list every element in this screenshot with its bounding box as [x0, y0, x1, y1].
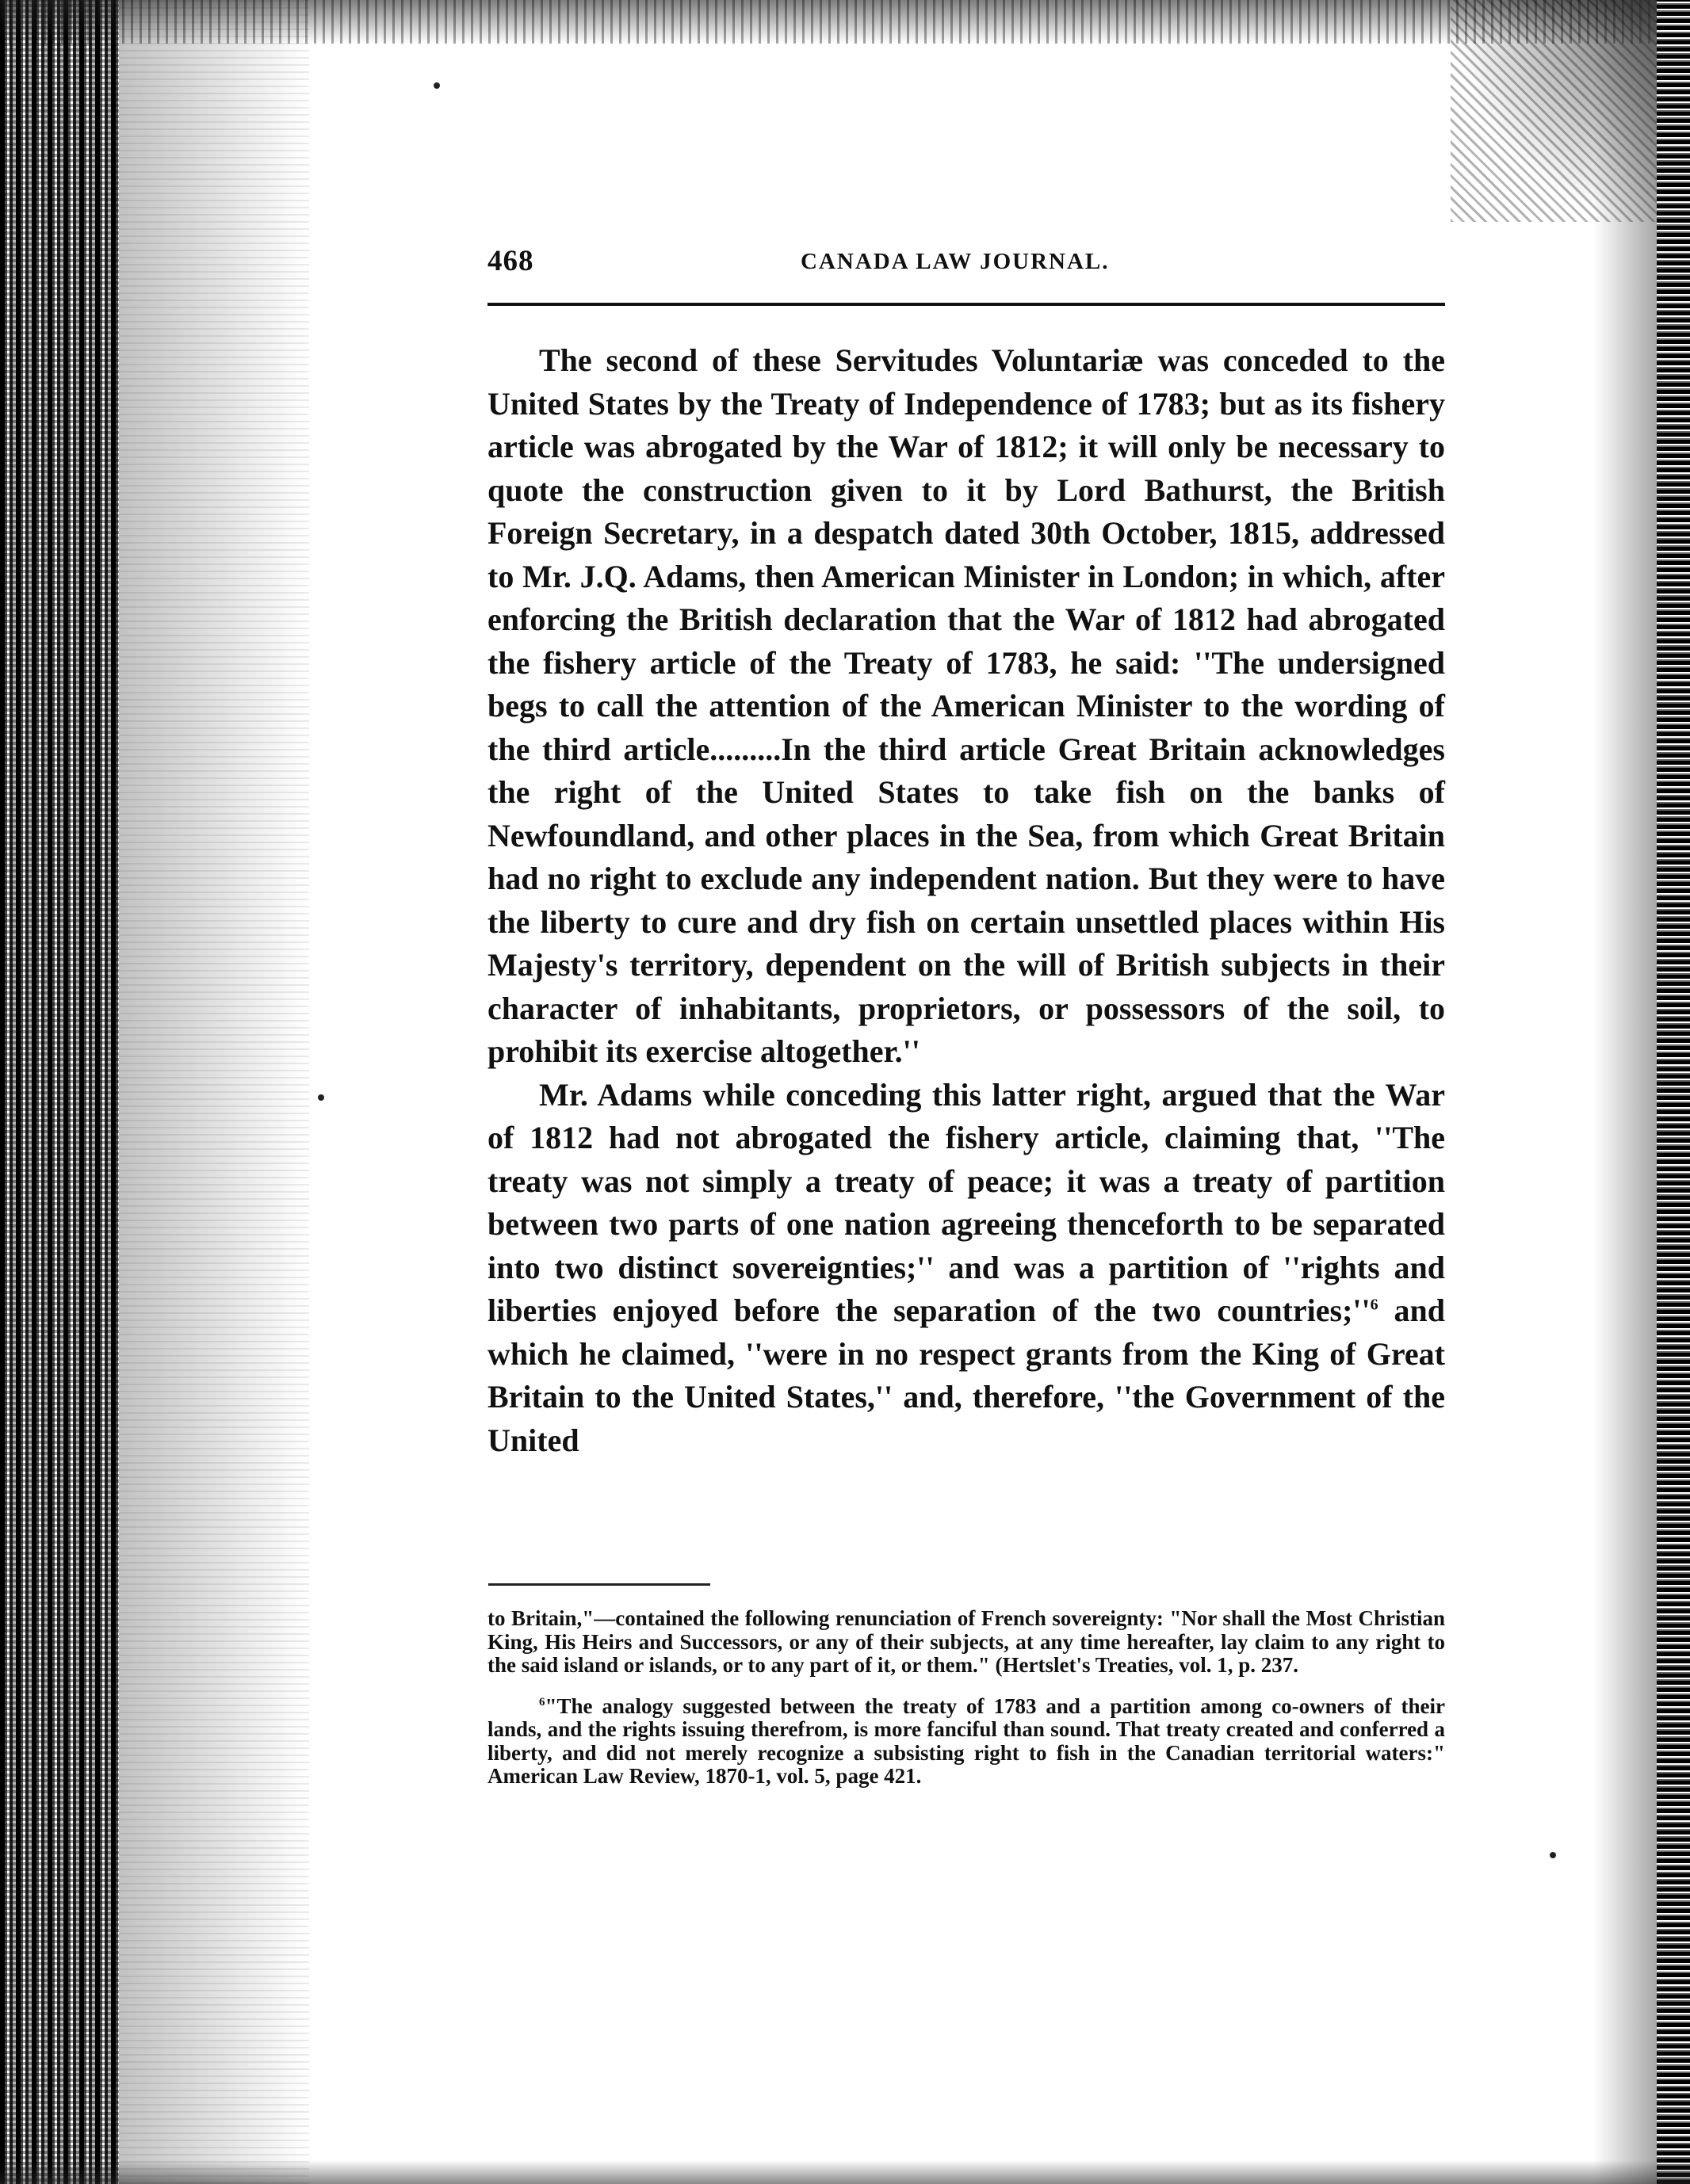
header-rule	[488, 303, 1445, 306]
scan-shadow-right	[1593, 0, 1657, 2184]
scan-speck	[318, 1094, 324, 1101]
footnote-rule	[488, 1583, 710, 1586]
scan-edge-top	[0, 0, 1690, 44]
scan-edge-left	[0, 0, 119, 2184]
journal-title: CANADA LAW JOURNAL.	[801, 249, 1110, 274]
body-text	[488, 339, 1445, 1462]
scan-speck	[434, 82, 440, 89]
paragraph	[488, 1074, 1445, 1463]
footnote-text: "The analogy suggested between the treaty of 1783 and a partition among co-owners of their lands, and the rights issuing therefrom, is more fanciful than sound. That treaty created and conferred a liberty, and did not merely recognize a subsisting right to fish in the Canadian territorial waters:" American Law Review, 1870-1, vol. 5, page 421.	[488, 1693, 1445, 1788]
page-number: 468	[488, 245, 534, 277]
scan-shadow-left	[119, 0, 309, 2184]
scan-edge-bottom	[0, 2160, 1690, 2184]
running-head	[488, 238, 1445, 285]
paragraph: The second of these Servitudes Voluntariæ was conceded to the United States by the Treaty of Independence of 1783; but as its fishery article was abrogated by the War of 1812; it will only be necessary to quote the construction given to it by Lord Bathurst, the British Foreign Secretary, in a despatch dated 30th October, 1815, addressed to Mr. J.Q. Adams, then American Minister in London; in which, after enforcing the British declaration that the War of 1812 had abrogated the fishery article of the Treaty of 1783, he said: ''The undersigned begs to call the attention of the American Minister to the wording of the third article.........In the third article Great Britain acknowledges the right of the United States to take fish on the banks of Newfoundland, and other places in the Sea, from which Great Britain had no right to exclude any independent nation. But they were to have the liberty to cure and dry fish on certain unsettled places within His Majesty's territory, dependent on the will of British subjects in their character of inhabitants, proprietors, or possessors of the soil, to prohibit its exercise altogether.''	[488, 342, 1445, 1069]
footnote-marker: 6	[539, 1695, 545, 1709]
footnote	[488, 1695, 1445, 1789]
footnote-reference: 6	[1370, 1296, 1378, 1314]
paragraph-text: Mr. Adams while conceding this latter right, argued that the War of 1812 had not abrogated the fishery article, claiming that, ''The treaty was not simply a treaty of peace; it was a treaty of partition between two parts of one nation agreeing thenceforth to be separated into two distinct sovereignties;'' and was a partition of ''rights and liberties enjoyed before the separation of the two countries;''	[488, 1076, 1445, 1328]
footnote: to Britain,"—contained the following renunciation of French sovereignty: "Nor shall the Most Christian King, His Heirs and Successors, or any of their subjects, at any time hereafter, lay claim to any right to the said island or islands, or to any part of it, or them." (Hertslet's Treaties, vol. 1, p. 237.	[488, 1606, 1445, 1677]
scan-edge-right	[1657, 0, 1690, 2184]
paragraph-text: and which he claimed, ''were in no respect grants from the King of Great Britain to the United States,'' and, therefore, ''the Government of the United	[488, 1292, 1445, 1458]
footnotes	[488, 1607, 1445, 1806]
document-page	[488, 238, 1445, 1788]
scan-speck	[1550, 1852, 1556, 1858]
